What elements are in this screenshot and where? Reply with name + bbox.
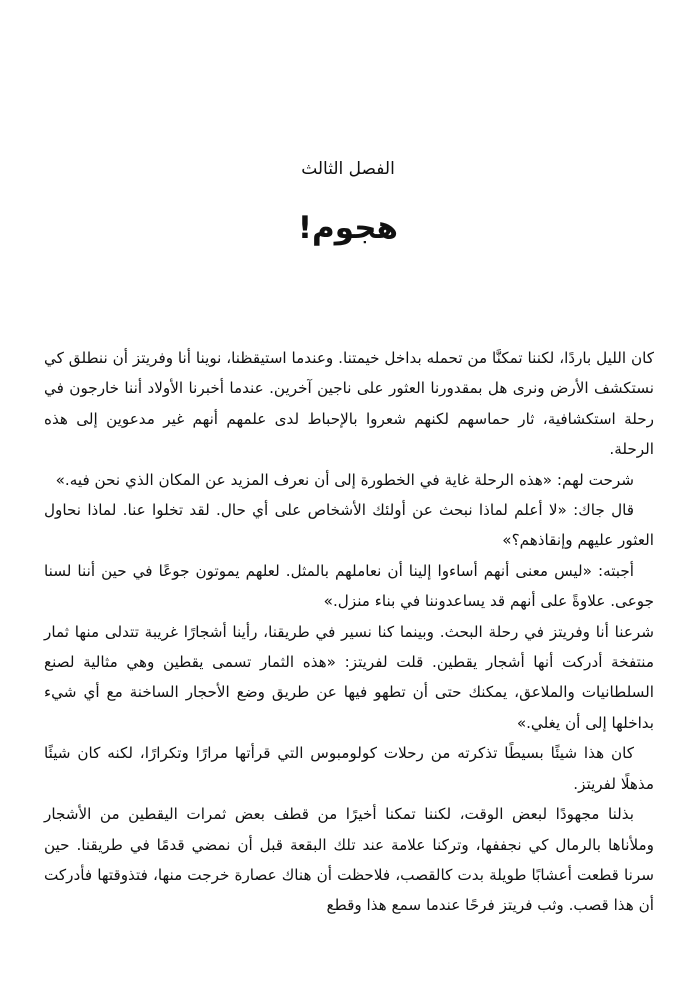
paragraph: قال جاك: «لا أعلم لماذا نبحث عن أولئك الأشخاص على أي حال. لقد تخلوا عنا. لماذا نحاول العثور عليهم وإنقاذهم؟»: [44, 501, 654, 550]
paragraph: كان هذا شيئًا بسيطًا تذكرته من رحلات كولومبوس التي قرأتها مرارًا وتكرارًا، لكنه كان شيئًا مذهلًا لفريتز.: [44, 744, 654, 793]
paragraph: شرعنا أنا وفريتز في رحلة البحث. وبينما كنا نسير في طريقنا، رأينا أشجارًا غريبة تتدلى منها ثمار منتفخة أدركت أنها أشجار يقطين. قلت لفريتز: «هذه الثمار تسمى يقطين وهي مثالية لصنع السلطانيات والملاعق، يمكنك حتى أن تطهو فيها عن طريق وضع الأحجار الساخنة مع أي شيء بداخلها إلى أن يغلي.»: [44, 622, 654, 732]
paragraph: أجبته: «ليس معنى أنهم أساءوا إلينا أن نعاملهم بالمثل. لعلهم يموتون جوعًا في حين أننا لسنا جوعى. علاوةً على أنهم قد يساعدوننا في بناء منزل.»: [44, 561, 654, 611]
chapter-title: هجوم!: [297, 210, 399, 246]
paragraph: بذلنا مجهودًا لبعض الوقت، لكننا تمكنا أخيرًا من قطف بعض ثمرات اليقطين من الأشجار وملأناها بالرمال كي نجففها، وتركنا علامة عند تلك البقعة قبل أن نمضي قدمًا في طريقنا. حين سرنا قطعت أعشابًا طويلة بدت كالقصب، فلاحظت أن هناك عصارة خرجت منها، فتذوقتها فأدركت أن هذا قصب. وثب فريتز فرحًا عندما سمع هذا وقطع: [44, 805, 654, 915]
paragraph: كان الليل باردًا، لكننا تمكنَّا من تحمله بداخل خيمتنا. وعندما استيقظنا، نوينا أنا وفريتز أن ننطلق كي نستكشف الأرض ونرى هل بمقدورنا العثور على ناجين آخرين. عندما أخبرنا الأولاد أننا خارجون في رحلة استكشافية، ثار حماسهم لكنهم شعروا بالإحباط لدى علمهم أنهم غير مدعوين إلى هذه الرحلة.: [44, 349, 654, 459]
paragraph: شرحت لهم: «هذه الرحلة غاية في الخطورة إلى أن نعرف المزيد عن المكان الذي نحن فيه.»: [55, 470, 634, 489]
chapter-body: [44, 343, 654, 921]
chapter-number: الفصل الثالث: [301, 159, 395, 179]
